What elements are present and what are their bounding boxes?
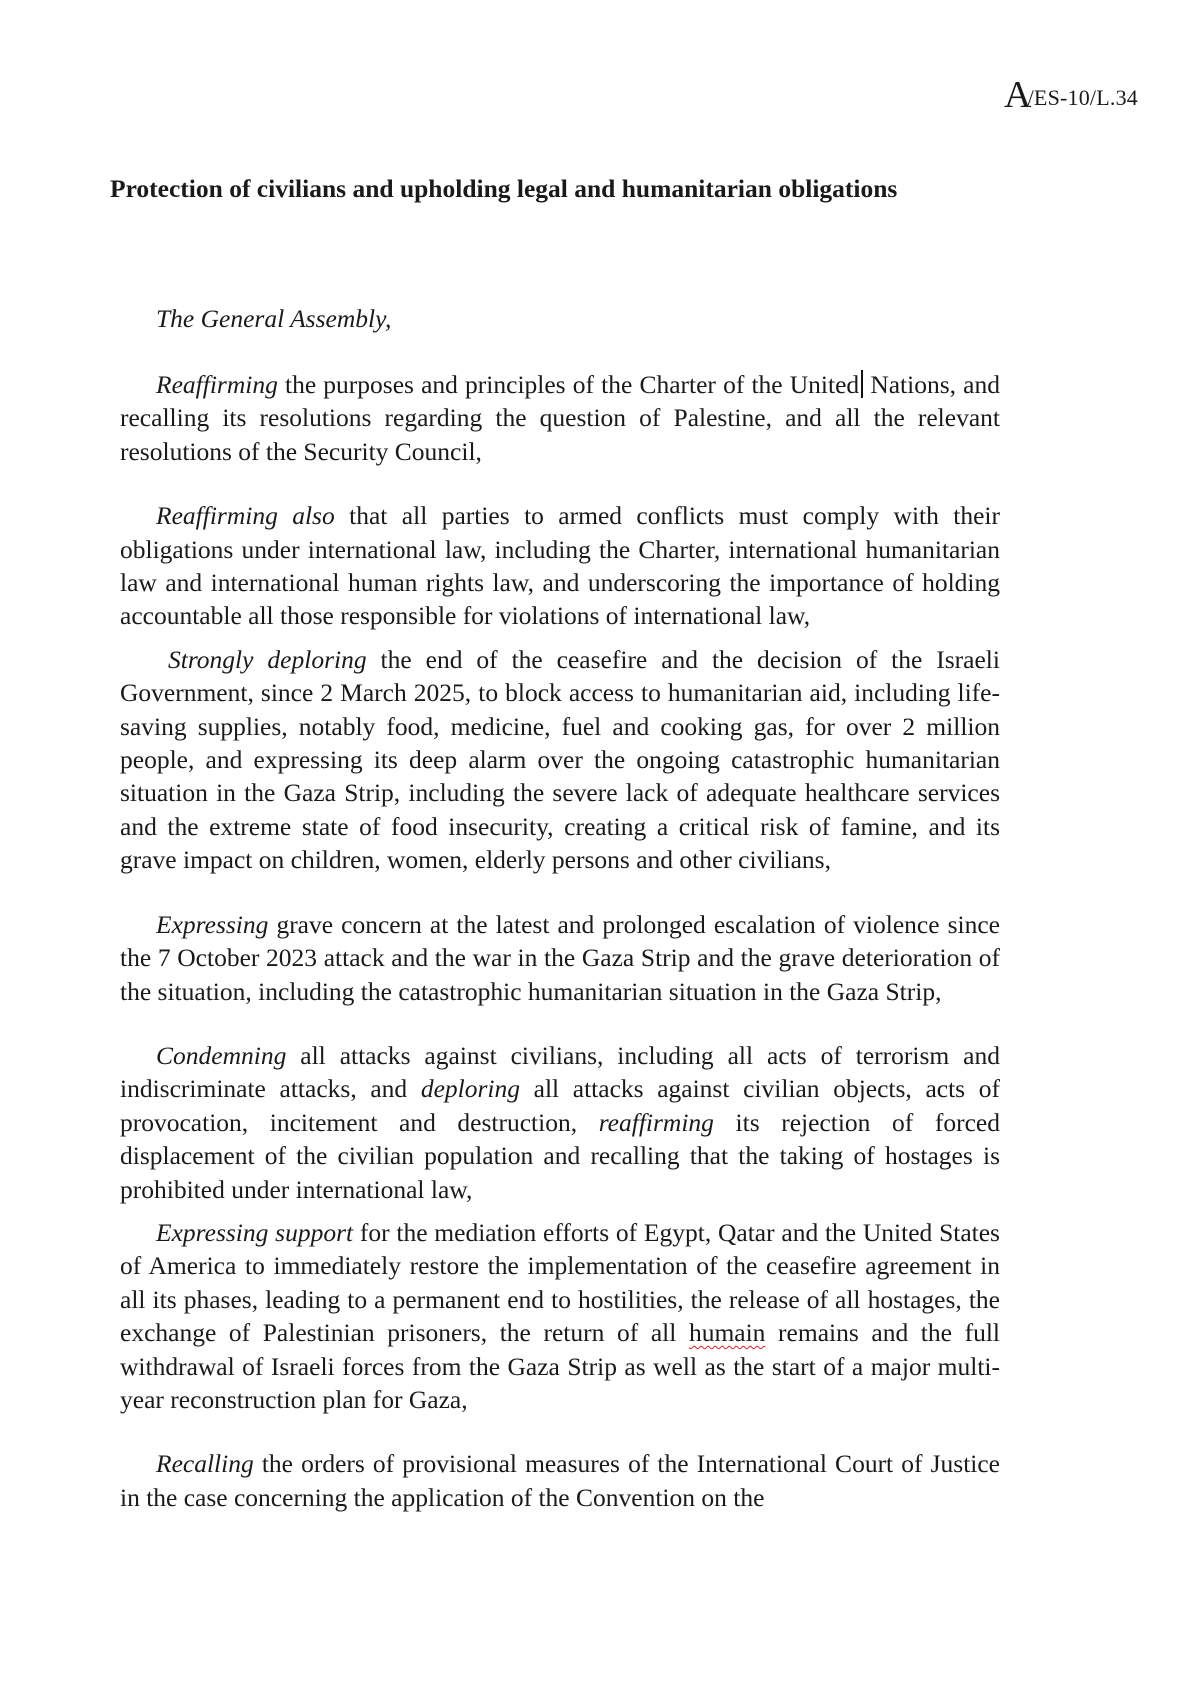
italic-keyword: deploring [420, 1074, 520, 1104]
preambular-paragraphs [120, 368, 1000, 1514]
paragraph-text: the end of the ceasefire and the decision of the Israeli Government, since 2 March 2025, to block access to humanitarian aid, including life-saving supplies, notably food, medicine, fuel and cooking gas, for over 2 million people, and expressing its deep alarm over the ongoing catastrophic humanitarian situation in the Gaza Strip, including the severe lack of adequate healthcare services and the extreme state of food insecurity, creating a critical risk of famine, and its grave impact on children, women, elderly persons and other civilians, [120, 644, 1000, 875]
preambular-paragraph [120, 1216, 1000, 1416]
preambular-paragraph [120, 643, 1000, 877]
paragraph-text: grave concern at the latest and prolonged escalation of violence since the 7 October 2023 attack and the war in the Gaza Strip and the grave deterioration of the situation, including the catastrophic humanitarian situation in the Gaza Strip, [120, 909, 1000, 1006]
paragraph-text: remains and the full withdrawal of Israeli forces from the Gaza Strip as well as the start of a major multi-year reconstruction plan for Gaza, [120, 1318, 1000, 1414]
preambular-paragraph [120, 1447, 1000, 1514]
paragraph-text: for the mediation efforts of Egypt, Qatar and the United States of America to immediately restore the implementation of the ceasefire agreement in all its phases, leading to a permanent end to hostilities, the release of all hostages, the exchange of Palestinian prisoners, the return of all [120, 1217, 1000, 1348]
document-symbol-letter: A [1003, 74, 1032, 116]
misspelled-word: humain [688, 1318, 766, 1348]
paragraph-text: its rejection of forced displacement of the civilian population and recalling that the taking of hostages is prohibited under international law, [120, 1107, 1000, 1204]
preambular-paragraph [120, 908, 1000, 1008]
italic-keyword: Expressing support [156, 1217, 354, 1247]
resolution-title: Protection of civilians and upholding legal and humanitarian obligations [110, 174, 898, 203]
italic-keyword: Strongly deploring [168, 644, 367, 674]
resolution-body [120, 302, 1000, 1545]
preambular-paragraph [120, 499, 1000, 633]
italic-keyword: Expressing [156, 909, 269, 939]
preambular-paragraph [120, 1039, 1000, 1206]
italic-keyword: Reaffirming [156, 370, 278, 399]
italic-keyword: Condemning [156, 1040, 287, 1070]
paragraph-text: all attacks against civilians, including all acts of terrorism and indiscriminate attacks, and [120, 1040, 1000, 1104]
preambular-paragraph [120, 368, 1000, 468]
paragraph-text: the orders of provisional measures of the International Court of Justice in the case concerning the application of the Convention on the [120, 1449, 1000, 1512]
paragraph-text: Nations, and recalling its resolutions regarding the question of Palestine, and all the relevant resolutions of the Security Council, [120, 370, 1000, 466]
italic-keyword: Reaffirming also [156, 501, 335, 531]
paragraph-text: all attacks against civilian objects, acts of provocation, incitement and destruction, [120, 1074, 1000, 1137]
opening-phrase: The General Assembly, [156, 304, 392, 333]
paragraph-text: that all parties to armed conflicts must comply with their obligations under international law, including the Charter, international humanitarian law and international human rights law, and underscoring the importance of holding accountable all those responsible for violations of international law, [120, 501, 1000, 631]
paragraph-text: the purposes and principles of the Charter of the United [277, 370, 860, 399]
italic-keyword: reaffirming [598, 1107, 714, 1137]
document-symbol-number: /ES-10/L.34 [1027, 85, 1138, 110]
document-symbol [1004, 76, 1138, 114]
italic-keyword: Recalling [156, 1449, 254, 1479]
